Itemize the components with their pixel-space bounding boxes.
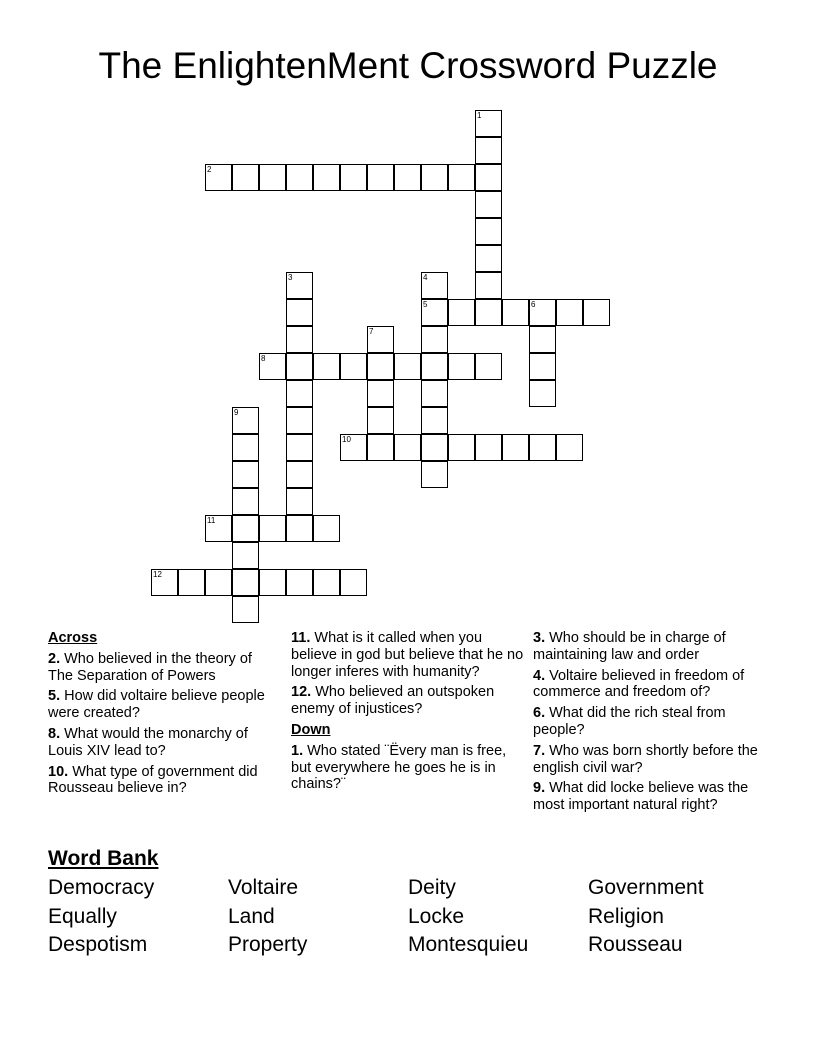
crossword-cell[interactable] <box>232 434 259 461</box>
crossword-cell[interactable] <box>313 515 340 542</box>
crossword-cell[interactable] <box>421 407 448 434</box>
crossword-cell[interactable] <box>286 299 313 326</box>
crossword-cell[interactable] <box>340 353 367 380</box>
clue-number: 7 <box>369 327 374 336</box>
clues-column-3 <box>533 630 767 818</box>
crossword-cell[interactable] <box>232 461 259 488</box>
crossword-cell[interactable] <box>232 488 259 515</box>
word-bank-title: Word Bank <box>48 847 159 870</box>
crossword-cell[interactable] <box>529 326 556 353</box>
clue-across-12: 12. Who believed an outspoken enemy of injustices? <box>291 684 495 718</box>
crossword-cell[interactable] <box>367 434 394 461</box>
crossword-cell[interactable] <box>205 164 232 191</box>
down-heading: Down <box>291 721 331 738</box>
crossword-cell[interactable] <box>286 461 313 488</box>
crossword-cell[interactable] <box>313 353 340 380</box>
clue-number: 3 <box>288 273 293 282</box>
crossword-cell[interactable] <box>421 164 448 191</box>
clue-number: 2 <box>207 165 212 174</box>
crossword-cell[interactable] <box>340 434 367 461</box>
crossword-cell[interactable] <box>529 299 556 326</box>
crossword-cell[interactable] <box>232 164 259 191</box>
crossword-cell[interactable] <box>421 434 448 461</box>
crossword-cell[interactable] <box>394 164 421 191</box>
crossword-cell[interactable] <box>502 434 529 461</box>
crossword-cell[interactable] <box>367 326 394 353</box>
clue-number: 11 <box>207 516 216 525</box>
clue-across-8: 8. What would the monarchy of Louis XIV lead to? <box>48 725 248 759</box>
crossword-cell[interactable] <box>475 299 502 326</box>
clue-number: 5 <box>423 300 428 309</box>
crossword-cell[interactable] <box>556 434 583 461</box>
crossword-cell[interactable] <box>313 569 340 596</box>
crossword-cell[interactable] <box>529 353 556 380</box>
crossword-cell[interactable] <box>286 434 313 461</box>
crossword-cell[interactable] <box>475 353 502 380</box>
crossword-cell[interactable] <box>340 569 367 596</box>
crossword-cell[interactable] <box>448 299 475 326</box>
crossword-cell[interactable] <box>475 110 502 137</box>
word-bank-item: Rousseau <box>588 933 683 956</box>
crossword-cell[interactable] <box>475 218 502 245</box>
word-bank-item: Equally <box>48 905 117 928</box>
word-bank-item: Property <box>228 933 308 956</box>
crossword-cell[interactable] <box>394 353 421 380</box>
clue-across-2: 2. Who believed in the theory of The Separation of Powers <box>48 650 252 684</box>
clue-down-3: 3. Who should be in charge of maintaining law and order <box>533 630 726 663</box>
crossword-cell[interactable] <box>205 515 232 542</box>
crossword-cell[interactable] <box>529 380 556 407</box>
word-bank-item: Land <box>228 905 275 928</box>
crossword-cell[interactable] <box>556 299 583 326</box>
crossword-cell[interactable] <box>421 326 448 353</box>
crossword-cell[interactable] <box>286 353 313 380</box>
clue-down-6: 6. What did the rich steal from people? <box>533 705 726 738</box>
crossword-cell[interactable] <box>259 515 286 542</box>
crossword-cell[interactable] <box>232 542 259 569</box>
clue-down-9: 9. What did locke believe was the most important natural right? <box>533 780 749 814</box>
crossword-cell[interactable] <box>475 137 502 164</box>
word-bank-item: Despotism <box>48 933 148 956</box>
page-title: The EnlightenMent Crossword Puzzle <box>98 45 718 86</box>
crossword-cell[interactable] <box>178 569 205 596</box>
clues-column-1 <box>48 630 270 801</box>
crossword-cell[interactable] <box>421 353 448 380</box>
crossword-cell[interactable] <box>475 272 502 299</box>
crossword-cell[interactable] <box>205 569 232 596</box>
clue-number: 12 <box>153 570 162 579</box>
crossword-cell[interactable] <box>232 407 259 434</box>
crossword-cell[interactable] <box>448 434 475 461</box>
crossword-cell[interactable] <box>367 380 394 407</box>
crossword-cell[interactable] <box>448 353 475 380</box>
crossword-cell[interactable] <box>259 569 286 596</box>
clue-number: 8 <box>261 354 266 363</box>
crossword-cell[interactable] <box>421 380 448 407</box>
clues-column-2 <box>291 630 527 797</box>
crossword-cell[interactable] <box>286 515 313 542</box>
crossword-cell[interactable] <box>475 434 502 461</box>
crossword-cell[interactable] <box>448 164 475 191</box>
crossword-cell[interactable] <box>286 326 313 353</box>
clue-across-5: 5. How did voltaire believe people were created? <box>48 688 265 722</box>
word-bank-item: Voltaire <box>228 876 299 899</box>
crossword-cell[interactable] <box>259 353 286 380</box>
word-bank-item: Democracy <box>48 876 155 899</box>
crossword-cell[interactable] <box>286 488 313 515</box>
crossword-cell[interactable] <box>502 299 529 326</box>
word-bank-item: Government <box>588 876 704 899</box>
clue-down-1: 1. Who stated ¨Ëvery man is free, but everywhere he goes he is in chains?¨ <box>291 742 507 793</box>
crossword-cell[interactable] <box>421 272 448 299</box>
clue-number: 4 <box>423 273 428 282</box>
crossword-cell[interactable] <box>583 299 610 326</box>
crossword-cell[interactable] <box>475 191 502 218</box>
clue-number: 10 <box>342 435 351 444</box>
clue-number: 6 <box>531 300 536 309</box>
word-bank-item: Montesquieu <box>408 933 529 956</box>
across-heading: Across <box>48 630 98 646</box>
crossword-cell[interactable] <box>286 164 313 191</box>
crossword-cell[interactable] <box>475 164 502 191</box>
crossword-cell[interactable] <box>286 569 313 596</box>
clue-number: 1 <box>477 111 482 120</box>
crossword-cell[interactable] <box>232 515 259 542</box>
crossword-cell[interactable] <box>259 164 286 191</box>
crossword-cell[interactable] <box>232 596 259 623</box>
clue-number: 9 <box>234 408 239 417</box>
crossword-cell[interactable] <box>313 164 340 191</box>
crossword-cell[interactable] <box>367 353 394 380</box>
clue-across-11: 11. What is it called when you believe in god but believe that he no longer inferes with humanity? <box>291 630 524 680</box>
clue-down-4: 4. Voltaire believed in freedom of commerce and freedom of? <box>533 667 745 701</box>
crossword-cell[interactable] <box>367 407 394 434</box>
crossword-cell[interactable] <box>286 380 313 407</box>
word-bank-item: Locke <box>408 905 465 928</box>
crossword-cell[interactable] <box>421 461 448 488</box>
crossword-cell[interactable] <box>421 299 448 326</box>
crossword-cell[interactable] <box>286 407 313 434</box>
crossword-cell[interactable] <box>232 569 259 596</box>
crossword-cell[interactable] <box>475 245 502 272</box>
crossword-cell[interactable] <box>340 164 367 191</box>
crossword-cell[interactable] <box>529 434 556 461</box>
clue-down-7: 7. Who was born shortly before the english civil war? <box>533 742 758 776</box>
word-bank-item: Religion <box>588 905 664 928</box>
crossword-cell[interactable] <box>367 164 394 191</box>
clue-across-10: 10. What type of government did Rousseau believe in? <box>48 763 258 797</box>
crossword-cell[interactable] <box>151 569 178 596</box>
word-bank-item: Deity <box>408 876 456 899</box>
crossword-cell[interactable] <box>394 434 421 461</box>
crossword-cell[interactable] <box>286 272 313 299</box>
